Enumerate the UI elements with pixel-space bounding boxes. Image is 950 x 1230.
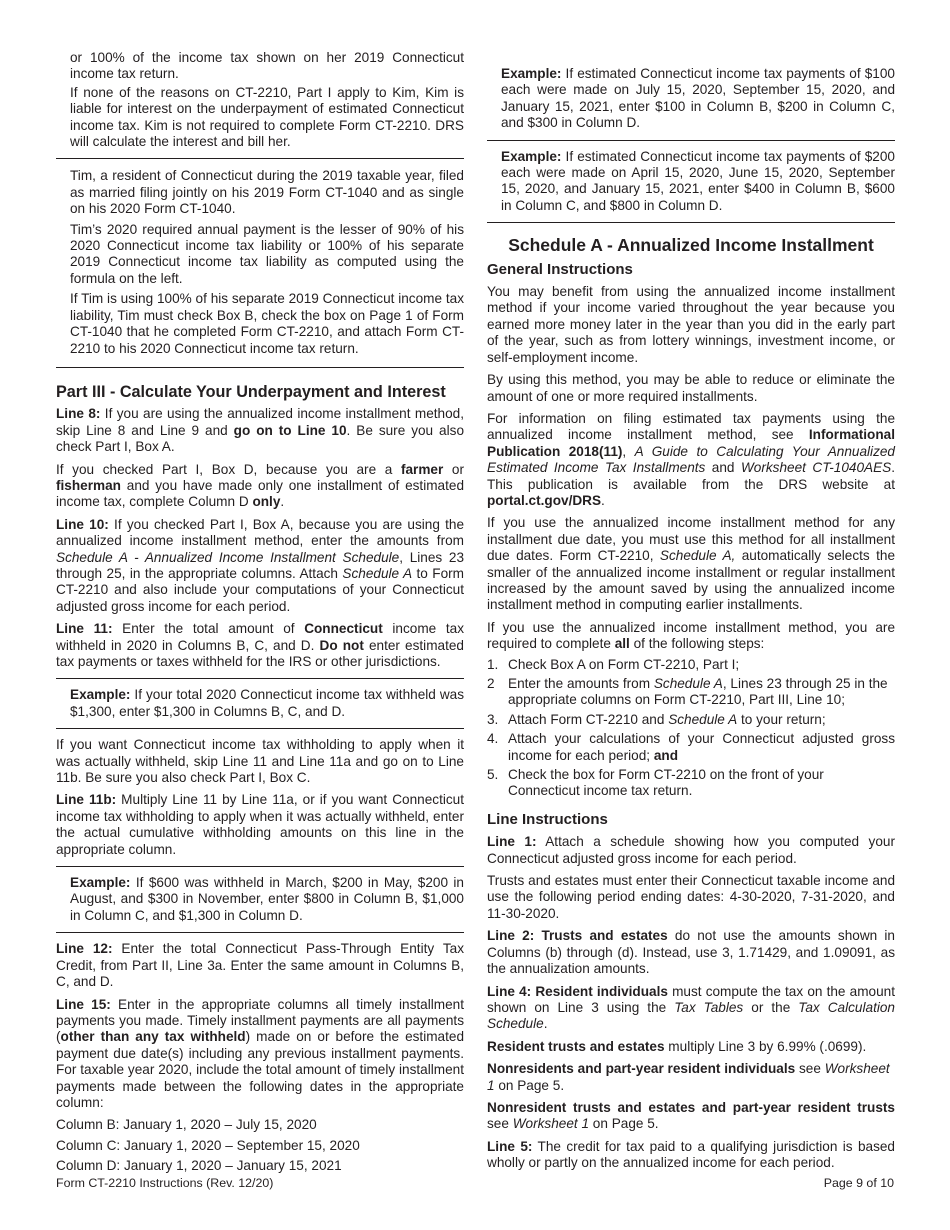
worksheet-ref: Worksheet 1 bbox=[512, 1116, 590, 1132]
example-box bbox=[56, 866, 464, 933]
line10-text: , Lines 23 through 25, in the appropriate columns. Attach bbox=[56, 549, 465, 581]
line15-bold: other than any tax withheld bbox=[60, 1029, 246, 1045]
line15-text: Enter in the appropriate columns all timely installment payments you made. Timely installment payments are all payments ( bbox=[56, 996, 464, 1045]
list-item bbox=[487, 767, 895, 800]
farmer-bold: farmer bbox=[400, 461, 444, 477]
line8-text: If you are using the annualized income installment method, skip Line 8 and Line 9 and bbox=[56, 406, 464, 438]
farmer-text: . bbox=[280, 494, 285, 510]
column-date-range: Column B: January 1, 2020 – July 15, 2020 bbox=[56, 1117, 317, 1133]
trusts-paragraph: Trusts and estates must enter their Connecticut taxable income and use the following period ending dates: 4-30-2020, 7-31-2020, and 11-30-2020. bbox=[487, 873, 895, 921]
line2-text: do not use the amounts shown in Columns (b) through (d). Instead, use 3, 1.71429, and 1.09091, as the annualization amounts. bbox=[487, 928, 895, 977]
line11b-paragraph bbox=[56, 792, 464, 858]
worksheet-ref: Worksheet 1 bbox=[487, 1061, 890, 1093]
step-text-part: Attach Form CT-2210 and bbox=[508, 711, 669, 727]
line11b-text: Multiply Line 11 by Line 11a, or if you want Connecticut income tax withholding to apply when it was actually withheld, enter the actual cumulative withholding amounts on this line in the appropriate column. bbox=[56, 792, 465, 857]
publication-name: Informational Publication 2018(11) bbox=[487, 427, 895, 459]
line12-text: Enter the total Connecticut Pass-Through Entity Tax Credit, from Part II, Line 3a. Enter the same amount in Columns B, C, and D. bbox=[56, 941, 464, 990]
left-column bbox=[56, 50, 464, 1179]
line2-label: Line 2: Trusts and estates bbox=[487, 928, 668, 944]
line11-paragraph bbox=[56, 621, 464, 670]
list-item bbox=[487, 657, 895, 673]
resident-trusts-label: Resident trusts and estates bbox=[487, 1038, 665, 1054]
line12-label: Line 12: bbox=[56, 941, 113, 957]
schedule-a-heading: Schedule A - Annualized Income Installment bbox=[508, 235, 874, 256]
example-paragraph bbox=[70, 875, 464, 924]
line11-bold: Connecticut bbox=[304, 621, 383, 637]
line15-paragraph bbox=[56, 997, 464, 1112]
right-column bbox=[487, 50, 895, 1178]
list-item bbox=[487, 676, 895, 709]
annualized-italic: Schedule A, bbox=[659, 548, 736, 564]
farmer-text: If you checked Part I, Box D, because you are a bbox=[56, 461, 401, 477]
step-text bbox=[508, 767, 895, 800]
step-text-part: Check Box A on Form CT-2210, Part I; bbox=[508, 656, 740, 672]
line8-text: . Be sure you also check Part I, Box A. bbox=[56, 422, 464, 455]
line5-text: The credit for tax paid to a qualifying jurisdiction is based wholly or partly on the annualized income for each period. bbox=[487, 1138, 895, 1171]
example-text: If your total 2020 Connecticut income tax withheld was $1,300, enter $1,300 in Columns B, C, and D. bbox=[70, 687, 464, 719]
line15-text: ) made on or before the estimated payment due date(s) including any previous installment payments. For taxable year 2020, include the total amount of timely installment payments made between the following dates in the appropriate column: bbox=[56, 1029, 465, 1110]
line10-paragraph bbox=[56, 517, 464, 615]
example-label: Example: bbox=[70, 875, 131, 891]
line12-paragraph bbox=[56, 941, 464, 990]
step-text bbox=[508, 657, 895, 673]
fisherman-bold: fisherman bbox=[56, 477, 121, 493]
annualized-text: If you use the annualized income installment method for any installment due date, you must use this method for all installment due dates. Form CT-2210, bbox=[487, 515, 895, 564]
only-bold: only bbox=[252, 494, 281, 510]
line4-paragraph bbox=[487, 984, 895, 1033]
footer-page-number: Page 9 of 10 bbox=[823, 1176, 894, 1190]
step-text-part: Attach your calculations of your Connecticut adjusted gross income for each period; bbox=[508, 731, 895, 763]
example-box bbox=[487, 141, 895, 224]
step-number: 4. bbox=[487, 731, 499, 747]
line4-text: must compute the tax on the amount shown on Line 3 using the bbox=[487, 983, 895, 1015]
line10-italic: Schedule A - Annualized Income Installment Schedule bbox=[56, 549, 400, 565]
info-text: , bbox=[622, 443, 635, 459]
line8-paragraph bbox=[56, 406, 464, 455]
tim-example-paragraph: Tim’s 2020 required annual payment is the lesser of 90% of his 2020 Connecticut income tax liability or 100% of his separate 2019 Connecticut income tax liability as computed using the formula on the left. bbox=[70, 221, 464, 286]
example-text: If estimated Connecticut income tax payments of $100 each were made on July 15, 2020, September 15, 2020, and January 15, 2021, enter $100 in Column B, $200 in Column C, and $300 in Column D. bbox=[501, 66, 895, 131]
line2-paragraph bbox=[487, 928, 895, 977]
line10-text: If you checked Part I, Box A, because you are using the annualized income installment method, enter the amounts from bbox=[56, 516, 465, 549]
nonresidents-text: on Page 5. bbox=[494, 1077, 565, 1093]
farmer-text: and you have made only one installment of estimated income tax, complete Column D bbox=[56, 477, 464, 510]
nonresident-trusts-text: see bbox=[487, 1116, 513, 1132]
example-paragraph bbox=[501, 149, 895, 215]
example-label: Example: bbox=[501, 148, 562, 164]
general-paragraph: By using this method, you may be able to reduce or eliminate the amount of one or more required installments. bbox=[487, 372, 895, 404]
step-number: 2 bbox=[487, 676, 495, 691]
footer-form-name: Form CT-2210 Instructions (Rev. 12/20) bbox=[56, 1176, 274, 1190]
line10-label: Line 10: bbox=[56, 516, 109, 532]
list-item bbox=[487, 731, 895, 764]
line8-bold: go on to Line 10 bbox=[233, 422, 347, 438]
general-instructions-heading: General Instructions bbox=[487, 260, 633, 278]
step-text bbox=[508, 731, 895, 764]
line1-paragraph bbox=[487, 834, 895, 867]
line11-bold: Do not bbox=[319, 637, 364, 653]
resident-trusts-paragraph bbox=[487, 1039, 895, 1055]
steps-intro bbox=[487, 620, 895, 653]
line4-italic: Tax Tables bbox=[674, 999, 744, 1015]
step-number: 5. bbox=[487, 767, 499, 783]
part3-heading: Part III - Calculate Your Underpayment and Interest bbox=[56, 382, 446, 401]
line11b-label: Line 11b: bbox=[56, 792, 117, 808]
line11-text: income tax withheld in 2020 in Columns B, C, and D. bbox=[56, 621, 464, 653]
line4-label: Line 4: Resident individuals bbox=[487, 983, 668, 999]
withholding-paragraph: If you want Connecticut income tax withholding to apply when it was actually withheld, skip Line 11 and Line 11a and go on to Line 11b. Be sure you also check Part I, Box C. bbox=[56, 737, 464, 786]
line11-text: enter estimated tax payments or taxes withheld for the IRS or other jurisdictions. bbox=[56, 637, 464, 669]
step-text bbox=[508, 676, 895, 709]
info-text: For information on filing estimated tax payments using the annualized income installment method, see bbox=[487, 410, 895, 443]
step-italic: Schedule A bbox=[668, 711, 738, 727]
resident-trusts-text: multiply Line 3 by 6.99% (.0699). bbox=[664, 1038, 867, 1054]
info-publication-paragraph bbox=[487, 411, 895, 509]
step-italic: Schedule A bbox=[653, 676, 723, 691]
line5-paragraph bbox=[487, 1139, 895, 1172]
list-item bbox=[487, 712, 895, 728]
info-text: and bbox=[705, 460, 741, 476]
tim-example-paragraph: If Tim is using 100% of his separate 2019 Connecticut income tax liability, Tim must check Box B, check the box on Page 1 of Form CT-1040 that he completed Form CT-2210, and attach Form CT-2210 to his 2020 Connecticut income tax return. bbox=[70, 291, 464, 356]
steps-list bbox=[487, 657, 895, 800]
step-number: 3. bbox=[487, 711, 499, 727]
line11-label: Line 11: bbox=[56, 621, 113, 637]
nonresident-trusts-paragraph bbox=[487, 1100, 895, 1133]
line8-label: Line 8: bbox=[56, 406, 101, 422]
nonresident-trusts-label: Nonresident trusts and estates and part-year resident trusts bbox=[487, 1099, 895, 1115]
nonresident-trusts-text: on Page 5. bbox=[589, 1116, 659, 1132]
intro-paragraph: If none of the reasons on CT-2210, Part I apply to Kim, Kim is liable for interest on the underpayment of estimated Connecticut income tax. Kim is not required to complete Form CT-2210. DRS will calculate the interest and bill her. bbox=[70, 84, 464, 150]
tim-example-paragraph: Tim, a resident of Connecticut during the 2019 taxable year, filed as married filing jointly on his 2019 Form CT-1040 and as single on his 2020 Form CT-1040. bbox=[70, 168, 464, 217]
example-paragraph bbox=[70, 687, 464, 720]
line11-text: Enter the total amount of bbox=[112, 621, 305, 637]
example-text: If $600 was withheld in March, $200 in May, $200 in August, and $300 in November, enter $800 in Column B, $1,000 in Column C, and $1,300 in Column D. bbox=[70, 875, 464, 923]
nonresidents-paragraph bbox=[487, 1061, 895, 1094]
example-box bbox=[487, 50, 895, 141]
info-text: . This publication is available from the DRS website at bbox=[487, 460, 896, 492]
example-label: Example: bbox=[501, 66, 562, 81]
intro-paragraph: or 100% of the income tax shown on her 2019 Connecticut income tax return. bbox=[70, 50, 464, 82]
nonresidents-text: see bbox=[795, 1061, 825, 1077]
nonresidents-label: Nonresidents and part-year resident individuals bbox=[487, 1061, 796, 1077]
example-box bbox=[56, 678, 464, 729]
line4-italic: Tax Calculation Schedule bbox=[487, 999, 895, 1032]
step-number: 1. bbox=[487, 656, 499, 672]
line1-label: Line 1: bbox=[487, 834, 537, 850]
steps-intro-text: of the following steps: bbox=[629, 636, 765, 652]
line10-italic: Schedule A bbox=[342, 565, 413, 581]
line4-text: . bbox=[543, 1016, 548, 1032]
step-bold: and bbox=[653, 747, 679, 763]
example-text: If estimated Connecticut income tax payments of $200 each were made on April 15, 2020, June 15, 2020, September 15, 2020, and January 15, 2021, enter $400 in Column B, $600 in Column C, and $800 in Column D. bbox=[501, 148, 895, 213]
column-date-range: Column C: January 1, 2020 – September 15, 2020 bbox=[56, 1137, 360, 1153]
tim-example-box bbox=[56, 158, 464, 367]
steps-intro-text: If you use the annualized income installment method, you are required to complete bbox=[487, 619, 895, 652]
worksheet-title: Worksheet CT-1040AES bbox=[740, 460, 892, 476]
step-text-part: Check the box for Form CT-2210 on the front of your Connecticut income tax return. bbox=[508, 767, 824, 799]
guide-title: A Guide to Calculating Your Annualized Estimated Income Tax Installments bbox=[487, 443, 895, 476]
info-text: . bbox=[601, 492, 605, 508]
example-paragraph bbox=[501, 66, 895, 132]
step-text-part: , Lines 23 through 25 in the appropriate columns on Form CT-2210, Part III, Line 10; bbox=[508, 676, 888, 708]
step-text-part: to your return; bbox=[737, 711, 826, 727]
step-text-part: Enter the amounts from bbox=[508, 676, 654, 691]
line5-label: Line 5: bbox=[487, 1138, 533, 1154]
annualized-paragraph bbox=[487, 515, 895, 613]
line10-text: to Form CT-2210 and also include your computations of your Connecticut adjusted gross income for each period. bbox=[56, 565, 465, 614]
general-paragraph: You may benefit from using the annualized income installment method if your income varied throughout the year because you earned more money later in the year than you did in the early part of the year, such as from lottery winnings, investment income, or self-employment income. bbox=[487, 284, 895, 365]
annualized-text: automatically selects the smaller of the annualized income installment or regular installment increased by the amount saved by using the annualized income installment method in computing earlier installments. bbox=[487, 548, 896, 613]
example-label: Example: bbox=[70, 687, 131, 703]
drs-website: portal.ct.gov/DRS bbox=[487, 492, 602, 508]
column-date-range: Column D: January 1, 2020 – January 15, 2021 bbox=[56, 1158, 342, 1174]
line-instructions-heading: Line Instructions bbox=[487, 810, 608, 828]
step-text bbox=[508, 712, 895, 728]
steps-intro-bold: all bbox=[614, 636, 630, 652]
line4-text: or the bbox=[743, 999, 799, 1015]
farmer-text: or bbox=[443, 461, 464, 477]
farmer-paragraph bbox=[56, 462, 464, 511]
line1-text: Attach a schedule showing how you computed your Connecticut adjusted gross income for each period. bbox=[487, 834, 895, 866]
line15-label: Line 15: bbox=[56, 996, 111, 1012]
